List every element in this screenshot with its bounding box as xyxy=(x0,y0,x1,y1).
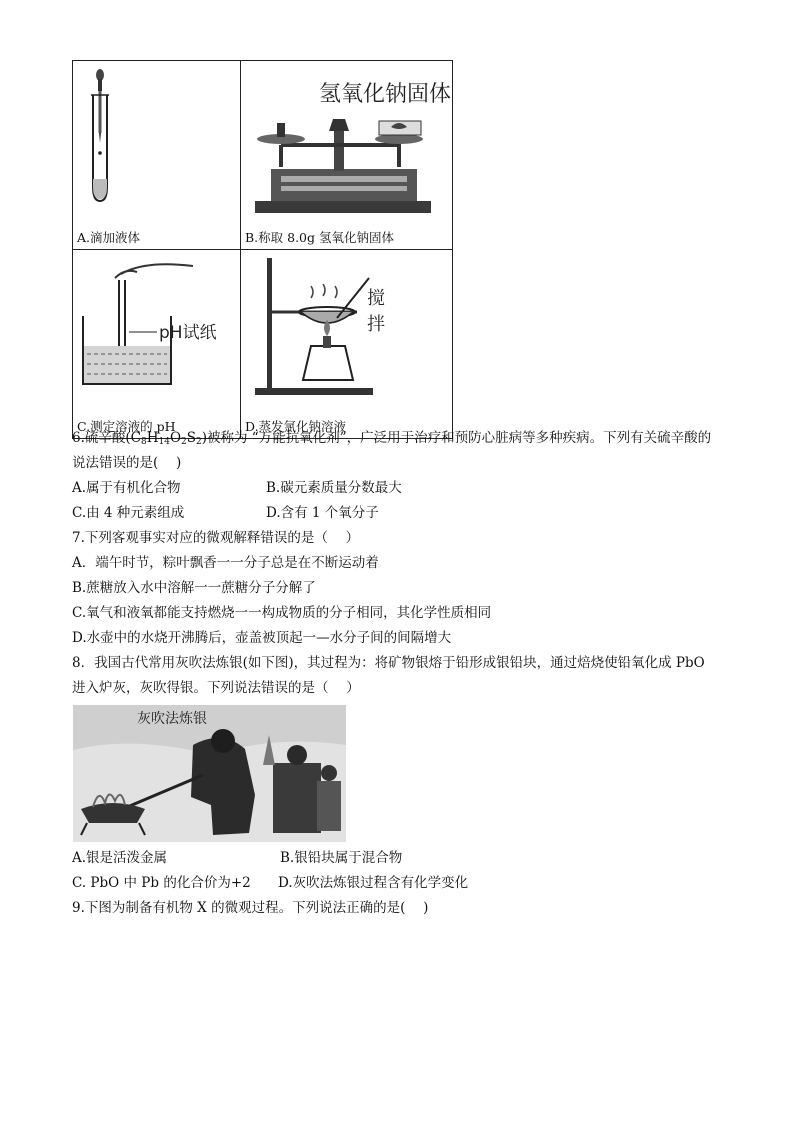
ph-paper-label: pH试纸 xyxy=(159,323,217,343)
balance-illustration xyxy=(241,61,452,225)
photo-label: 灰吹法炼银 xyxy=(137,711,207,727)
caption-c: C.测定溶液的 pH xyxy=(77,419,176,434)
q7-option-c: C.氧气和液氧都能支持燃烧一一构成物质的分子相同，其化学性质相同 xyxy=(72,605,492,621)
silver-smelting-photo xyxy=(73,705,346,842)
q7-option-b: B.蔗糖放入水中溶解一一蔗糖分子分解了 xyxy=(72,580,316,596)
q6-stem-line2: 说法错误的是( ) xyxy=(72,455,182,471)
q6-option-d: D.含有 1 个氧分子 xyxy=(266,505,379,521)
q9-stem: 9.下图为制备有机物 X 的微观过程。下列说法正确的是( ) xyxy=(72,900,429,916)
caption-d: D.蒸发氯化钠溶液 xyxy=(245,419,347,434)
evaporation-illustration xyxy=(241,250,452,414)
caption-a: A.滴加液体 xyxy=(77,230,141,245)
caption-b: B.称取 8.0g 氢氧化钠固体 xyxy=(245,230,394,245)
q6-stem-line1: 6.硫辛酸$(C_8H_{14}O_2S_2)$被称为 “万能抗氧化剂”，广泛用于治疗和预防心脏病等多种疾病。下列有关硫辛酸的 xyxy=(72,430,712,447)
q7-stem: 7.下列客观事实对应的微观解释错误的是（ ） xyxy=(72,530,360,546)
cell-d xyxy=(241,250,453,439)
q6-option-c: C.由 4 种元素组成 xyxy=(72,505,185,521)
cell-b xyxy=(241,61,453,250)
cell-c xyxy=(73,250,241,439)
q8-option-b: B.银铅块属于混合物 xyxy=(280,850,403,866)
q8-option-c: C. PbO 中 Pb 的化合价为+2 xyxy=(72,875,251,891)
q6-option-a: A.属于有机化合物 xyxy=(72,480,181,496)
q7-option-a: A．端午时节，粽叶飘香一一分子总是在不断运动着 xyxy=(72,555,379,571)
q6-option-b: B.碳元素质量分数最大 xyxy=(266,480,402,496)
q8-stem-line2: 进入炉灰，灰吹得银。下列说法错误的是（ ） xyxy=(72,680,360,696)
stir-label-2: 拌 xyxy=(367,314,385,335)
q7-option-d: D.水壶中的水烧开沸腾后，壶盖被顶起一—水分子间的间隔增大 xyxy=(72,630,452,646)
q8-stem-line1: 8．我国古代常用灰吹法炼银(如下图)，其过程为：将矿物银熔于铅形成银铅块，通过焙烧使铅氧化成 PbO xyxy=(72,655,705,671)
dropper-test-tube-illustration xyxy=(73,61,240,225)
ph-test-illustration xyxy=(73,250,240,414)
cell-a xyxy=(73,61,241,250)
naoh-label: 氢氧化钠固体 xyxy=(319,82,452,107)
q8-option-a: A.银是活泼金属 xyxy=(72,850,168,866)
experiment-figure-table xyxy=(72,60,453,439)
stir-label-1: 搅 xyxy=(367,288,385,309)
q8-option-d: D.灰吹法炼银过程含有化学变化 xyxy=(278,875,469,891)
